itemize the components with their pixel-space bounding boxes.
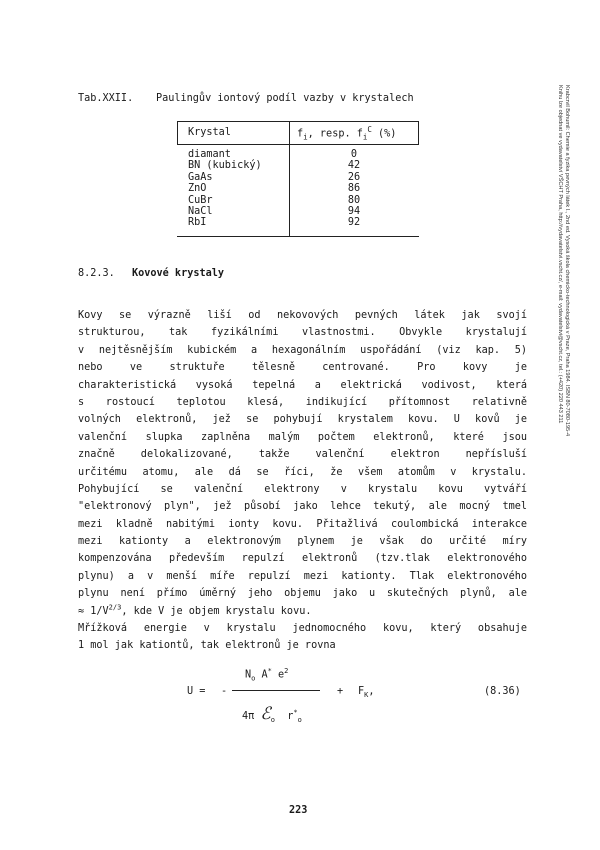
equation-label: (8.36) (484, 686, 521, 697)
paragraph-line: charakteristická vysoká tepelná a elektrická vodivost, která (78, 379, 527, 391)
table-top-rule (177, 121, 419, 122)
paragraph-line: nebo ve struktuře tělesně centrované. Pro kovy je (78, 362, 527, 374)
table-cell-value: 86 (347, 183, 361, 195)
paragraph-line: plynu není přímo úměrný jeho objemu jako u skutečných plynů, ale (78, 588, 527, 600)
paragraph-line: Kovy se výrazně liší od nekovových pevných látek jak svojí (78, 310, 527, 321)
paragraph-line: mezi kationty a elektronovým plynem je však do určité míry (78, 536, 527, 548)
body-paragraph (78, 307, 527, 655)
table-cell-value: 92 (347, 217, 361, 229)
paragraph-line: s rostoucí teplotou klesá, indikující přítomnost relativně (78, 396, 527, 408)
table-cell-crystal: NaCl (188, 205, 213, 217)
equation-plus: + (337, 686, 344, 697)
table-cell-crystal: GaAs (188, 171, 213, 183)
table-value-column (290, 149, 418, 229)
table-cell-crystal: ZnO (188, 183, 207, 195)
pauling-table (177, 121, 419, 237)
fraction-bar (232, 690, 320, 691)
paragraph-line: značně delokalizované, takže valenční elektron nepřísluší (78, 449, 527, 461)
section-title: Kovové krystaly (132, 268, 225, 279)
paragraph-line: plynu) a v menší míře repulzí mezi kationty. Tlak elektronového (78, 570, 527, 582)
page-number: 223 (289, 805, 308, 816)
table-caption-text: Paulingův iontový podíl vazby v krystalech (156, 93, 414, 104)
margin-citation (555, 85, 570, 436)
equation-minus: - (221, 686, 228, 697)
equation-lhs: U = (187, 686, 206, 697)
margin-citation-line-1: Krabcrvil Bohumil: Chemie a fyzika pevných látek I., 2nd ed. Vysoká škola chemicko-technologická v Praze, Praha 1984. ISBN 80-7080-195-4 (564, 85, 570, 437)
table-right-rule (418, 121, 419, 144)
table-caption (78, 93, 414, 104)
table-bottom-rule (177, 236, 419, 237)
paragraph-line: určitému atomu, ale dá se říci, že všem atomům v krystalu. (78, 466, 527, 478)
table-cell-value: 80 (347, 194, 361, 206)
table-cell-value: 26 (347, 171, 361, 183)
table-cell-value: 94 (347, 205, 361, 217)
paragraph-line: 1 mol jak kationtů, tak elektronů je rovna (78, 640, 336, 652)
paragraph-line: Pohybující se valenční elektrony v krystalu kovu vytváří (78, 483, 527, 495)
table-header-rule (177, 144, 419, 145)
table-caption-label: Tab.XXII. (78, 93, 134, 104)
paragraph-line: volných elektronů, jež se pohybují krystalem kovu. U kovů je (78, 414, 527, 426)
table-header-ionic-fraction: $f_i$, resp. $f_i^C$ (%) (297, 125, 397, 142)
paragraph-line: "elektronový plyn", jež působí jako lehce tekutý, ale mocný tmel (78, 501, 527, 513)
paragraph-line: Mřížková energie v krystalu jednomocného kovu, který obsahuje (78, 623, 527, 635)
table-cell-crystal: CuBr (188, 194, 213, 206)
paragraph-line: v nejtěsnějším kubickém a hexagonálním uspořádání (viz kap. 5) (78, 344, 527, 356)
paragraph-line: valenční slupka zaplněna malým počtem elektronů, které jsou (78, 431, 527, 443)
equation-numerator: $N_o$ A* $e^2$ (245, 667, 289, 683)
table-cell-crystal: RbI (188, 217, 207, 229)
paragraph-line: mezi kladně nabitými ionty kovu. Přitažlivá coulombická interakce (78, 518, 527, 530)
table-crystal-column (188, 149, 262, 229)
table-cell-crystal: BN (kubický) (188, 160, 262, 172)
table-cell-crystal: diamant (188, 149, 231, 160)
margin-citation-line-2: Knihu lze objednat ve vydavatelství VŠCHT Praha, http://vydavatelstvi.vscht.cz/, e-mail: vydavatelstvi@vscht.cz, tel.: (+420) 220 443 211 (556, 85, 563, 424)
table-cell-value: 42 (347, 160, 361, 172)
table-cell-value: 0 (350, 149, 358, 160)
paragraph-line: kompenzována především repulzí elektronů (tzv.tlak elektronového (78, 553, 527, 565)
paragraph-line: strukturou, tak fyzikálními vlastnostmi. Obvykle krystalují (78, 327, 527, 339)
section-number: 8.2.3. (78, 268, 115, 279)
table-left-rule (177, 121, 178, 144)
equation-fk: $F_K$, (358, 686, 375, 700)
section-heading (78, 268, 224, 279)
equation-denominator: 4π ℰ$_o$ $r^*_o$ (242, 704, 302, 725)
paragraph-line-approx: ≈ $1/V^{2/3}$, kde V je objem krystalu kovu. (78, 603, 312, 617)
table-header-crystal: Krystal (188, 127, 231, 138)
